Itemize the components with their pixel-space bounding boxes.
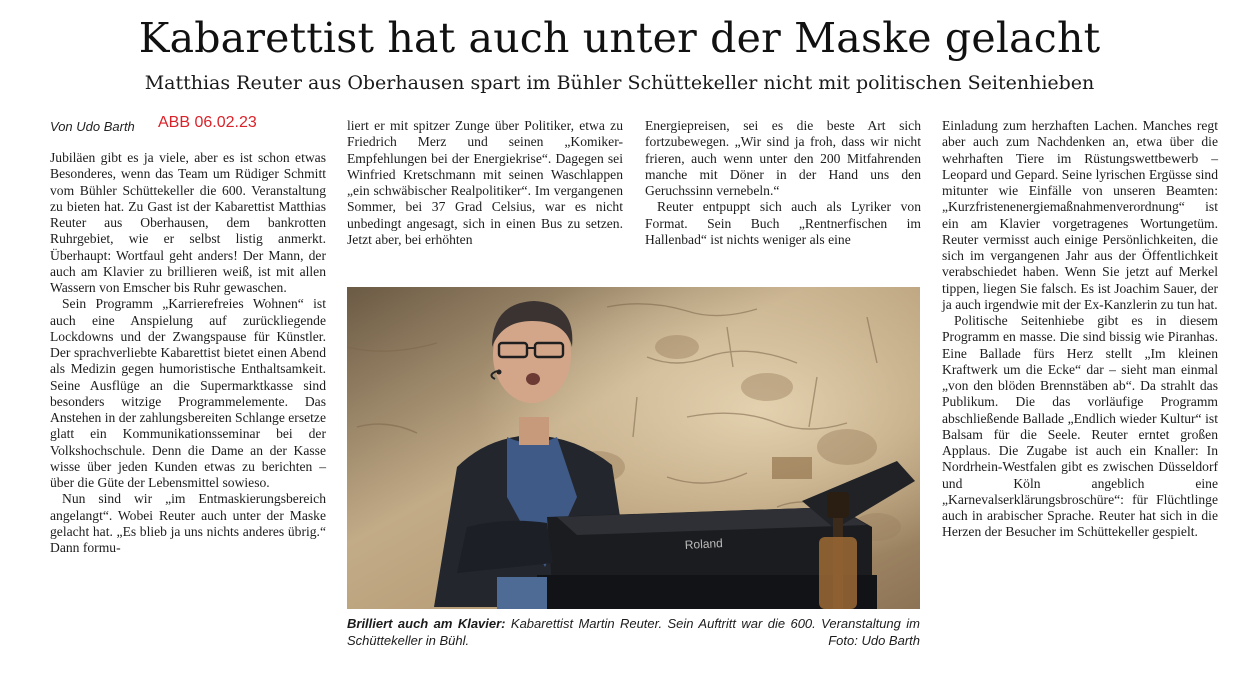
column-2 [347, 118, 623, 248]
paragraph: Einladung zum herzhaften Lachen. Manches regt aber auch zum Nachdenken an, etwa über die wehrhaften Tiere im Rüstungswettbewerb – Leopard und Gepard. Seine lyrischen Ergüsse sind mitunter wie Einfälle von unseren Beamten: „Kurzfristenenergiemaßnahmenverordnung“ ist ein am Klavier vorgetragenes Wortungetüm. Reuter vermisst auch einige Persönlichkeiten, die sich im vergangenen Jahr aus der Öffentlichkeit verabschiedet haben. Wenn Sie jetzt auf Merkel tippen, liegen Sie falsch. Es ist Joachim Sauer, der ja auch irgendwie mit der Ex-Kanzlerin zu tun hat. [942, 118, 1218, 312]
article-photo [347, 287, 920, 609]
date-stamp: ABB 06.02.23 [158, 114, 257, 131]
column-4 [942, 118, 1218, 541]
keyboard-brand-label: Roland [684, 536, 724, 552]
byline: Von Udo Barth [50, 119, 135, 134]
byline-row [50, 114, 326, 150]
paragraph: Sein Programm „Karrierefreies Wohnen“ ist auch eine Anspielung auf zurückliegende Lockdowns und der Zwangspause für Künstler. Der sprachverliebte Kabarettist bietet einen Abend als Medizin gegen humoristische Enthaltsamkeit. Seine Ausflüge an die Supermarktkasse sind besonders witzige Programmelemente. Das Anstehen in der zahlungsbereiten Schlange ersetze glatt ein Kommunikationsseminar bei der Volkshochschule. Denn die Dame an der Kasse wisse über jeden Kunden etwas zu berichten – über die Güte der Lebensmittel sowieso. [50, 296, 326, 490]
photo-credit: Foto: Udo Barth [828, 633, 920, 648]
photo-caption [347, 615, 920, 649]
caption-text: Kabarettist Martin Reuter. Sein Auftritt war die 600. Veranstaltung im Schüttekeller in Bühl. [347, 616, 921, 648]
paragraph: Politische Seitenhiebe gibt es in diesem Programm en masse. Die sind bissig wie Piranhas. Eine Ballade fürs Herz stellt „Im kleinen Kraftwerk um die Ecke“ dar – sieht man einmal „von den blöden Brennstäben ab“. Da strahlt das Publikum. Die das vorläufige Programm abschließende Ballade „Endlich wieder Kultur“ ist Balsam für die Seele. Reuter erntet großen Applaus. Die Zugabe ist auch ein Knaller: In Nordrhein-Westfalen gibt es zwischen Düsseldorf und Köln angeblich eine „Karnevalserklärungsbroschüre“: für Flüchtlinge auch in arabischer Sprache. Reuter hat sich in die Herzen der Besucher im Schüttekeller gespielt. [942, 313, 1218, 540]
performer-at-piano-image [347, 287, 920, 609]
paragraph: Reuter entpuppt sich auch als Lyriker von Format. Sein Buch „Rentnerfischen im Hallenbad“ ist nichts weniger als eine [645, 199, 921, 247]
paragraph: Nun sind wir „im Entmaskierungsbereich angelangt“. Wobei Reuter auch unter der Maske gelacht hat. „Es blieb ja uns nichts anderes übrig.“ Dann formu- [50, 491, 326, 555]
column-3 [645, 118, 921, 248]
column-1 [50, 114, 326, 556]
paragraph: Energiepreisen, sei es die beste Art sich fortzubewegen. „Wir sind ja froh, dass wir nicht frieren, auch wenn unter den 200 Mitfahrenden manche mit Döner in der Hand uns den Geruchssinn vernebeln.“ [645, 118, 921, 198]
headline: Kabarettist hat auch unter der Maske gelacht [138, 14, 1101, 62]
caption-lead: Brilliert auch am Klavier: [347, 616, 506, 631]
paragraph: liert er mit spitzer Zunge über Politiker, etwa zu Friedrich Merz und seinen „Komiker-Empfehlungen bei der Energiekrise“. Dagegen sei Winfried Kretschmann mit seinen Waschlappen „ein schwäbischer Realpolitiker“. Im vergangenen Sommer, bei 37 Grad Celsius, war es nicht unbedingt angesagt, sich in einen Bus zu setzen. Jetzt aber, bei erhöhten [347, 118, 623, 247]
subheadline: Matthias Reuter aus Oberhausen spart im Bühler Schüttekeller nicht mit politischen Seitenhieben [144, 72, 1095, 94]
paragraph: Jubiläen gibt es ja viele, aber es ist schon etwas Besonderes, wenn das Team um Rüdiger Schmitt vom Bühler Schüttekeller die 600. Veranstaltung zu bieten hat. Zu Gast ist der Kabarettist Matthias Reuter aus Oberhausen, dem bankrotten Ruhrgebiet, wie er selbst listig anmerkt. Überhaupt: Wortfaul geht anders! Der Mann, der auch am Klavier zu brillieren weiß, ist mit allen Wassern von Emscher bis Ruhr gewaschen. [50, 150, 326, 295]
